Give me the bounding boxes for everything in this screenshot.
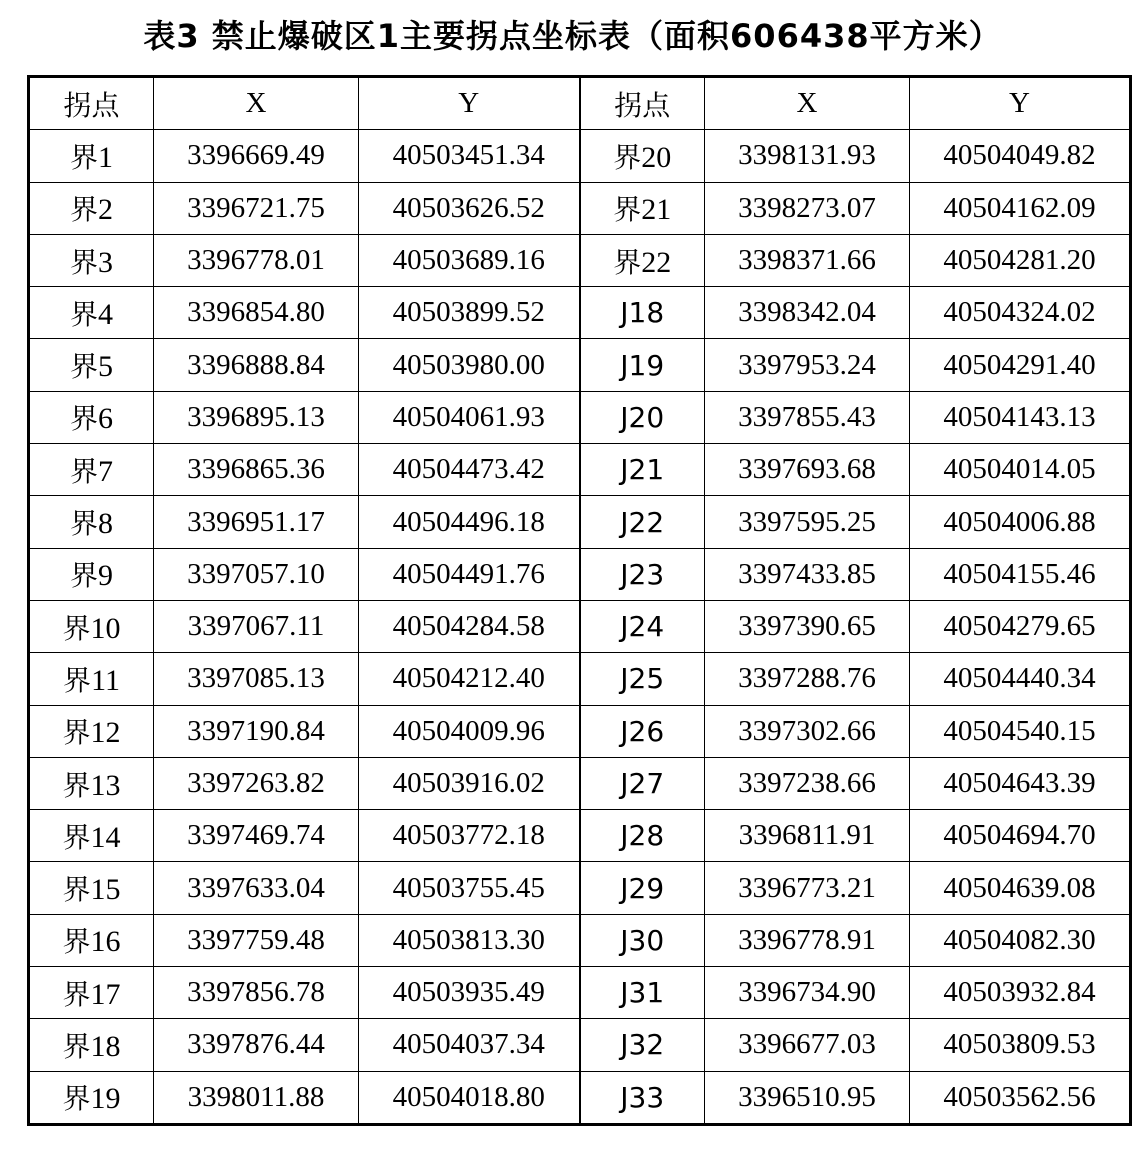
cell-point: 界15 <box>29 862 154 914</box>
table-row <box>29 757 1131 809</box>
cell-y: 40503626.52 <box>359 182 580 234</box>
cell-y: 40504018.80 <box>359 1071 580 1124</box>
cell-point: 界7 <box>29 444 154 496</box>
cell-point: 界17 <box>29 967 154 1019</box>
table-row <box>29 1019 1131 1071</box>
cell-point-right: J30 <box>580 914 705 966</box>
cell-y: 40504496.18 <box>359 496 580 548</box>
cell-y: 40504491.76 <box>359 548 580 600</box>
cell-x: 3396854.80 <box>154 287 359 339</box>
cell-point-right: J32 <box>580 1019 705 1071</box>
cell-x: 3397085.13 <box>154 653 359 705</box>
table-row <box>29 391 1131 443</box>
cell-point-right: J19 <box>580 339 705 391</box>
header-x: X <box>154 77 359 130</box>
cell-point-right: 界21 <box>580 182 705 234</box>
cell-point-right: 界20 <box>580 130 705 182</box>
cell-y: 40504061.93 <box>359 391 580 443</box>
cell-x: 3396721.75 <box>154 182 359 234</box>
cell-point-right: J18 <box>580 287 705 339</box>
cell-y-right: 40504643.39 <box>910 757 1131 809</box>
cell-point-right: J24 <box>580 600 705 652</box>
cell-x: 3397856.78 <box>154 967 359 1019</box>
header-point-right: 拐点 <box>580 77 705 130</box>
cell-y-right: 40503809.53 <box>910 1019 1131 1071</box>
cell-y: 40503935.49 <box>359 967 580 1019</box>
cell-point: 界5 <box>29 339 154 391</box>
cell-point-right: 界22 <box>580 234 705 286</box>
header-y-right: Y <box>910 77 1131 130</box>
cell-x: 3396888.84 <box>154 339 359 391</box>
cell-y-right: 40504049.82 <box>910 130 1131 182</box>
cell-y: 40503772.18 <box>359 810 580 862</box>
cell-y: 40504284.58 <box>359 600 580 652</box>
cell-x-right: 3397693.68 <box>705 444 910 496</box>
table-row <box>29 339 1131 391</box>
table-row <box>29 600 1131 652</box>
cell-point: 界18 <box>29 1019 154 1071</box>
cell-y-right: 40504014.05 <box>910 444 1131 496</box>
cell-x: 3397057.10 <box>154 548 359 600</box>
cell-x: 3397067.11 <box>154 600 359 652</box>
cell-x: 3397469.74 <box>154 810 359 862</box>
table-row <box>29 967 1131 1019</box>
cell-y-right: 40504291.40 <box>910 339 1131 391</box>
cell-x-right: 3397433.85 <box>705 548 910 600</box>
table-row <box>29 496 1131 548</box>
cell-y-right: 40504540.15 <box>910 705 1131 757</box>
cell-x-right: 3396773.21 <box>705 862 910 914</box>
cell-x: 3397633.04 <box>154 862 359 914</box>
cell-x: 3397876.44 <box>154 1019 359 1071</box>
cell-x-right: 3397302.66 <box>705 705 910 757</box>
cell-y-right: 40503932.84 <box>910 967 1131 1019</box>
table-row <box>29 182 1131 234</box>
cell-x-right: 3396734.90 <box>705 967 910 1019</box>
table-row <box>29 234 1131 286</box>
cell-y-right: 40504082.30 <box>910 914 1131 966</box>
table-row <box>29 130 1131 182</box>
cell-x-right: 3398131.93 <box>705 130 910 182</box>
cell-point: 界1 <box>29 130 154 182</box>
cell-x-right: 3396510.95 <box>705 1071 910 1124</box>
cell-point: 界11 <box>29 653 154 705</box>
cell-y: 40503755.45 <box>359 862 580 914</box>
cell-point: 界9 <box>29 548 154 600</box>
cell-y: 40504212.40 <box>359 653 580 705</box>
cell-point-right: J27 <box>580 757 705 809</box>
cell-x-right: 3397595.25 <box>705 496 910 548</box>
table-row <box>29 1071 1131 1124</box>
table-row <box>29 548 1131 600</box>
cell-x-right: 3397288.76 <box>705 653 910 705</box>
coordinate-table <box>27 75 1132 1126</box>
cell-x-right: 3396811.91 <box>705 810 910 862</box>
header-point: 拐点 <box>29 77 154 130</box>
cell-x: 3396951.17 <box>154 496 359 548</box>
cell-point-right: J22 <box>580 496 705 548</box>
cell-x: 3396865.36 <box>154 444 359 496</box>
table-row <box>29 862 1131 914</box>
cell-x-right: 3398273.07 <box>705 182 910 234</box>
cell-y-right: 40504639.08 <box>910 862 1131 914</box>
cell-y: 40504009.96 <box>359 705 580 757</box>
cell-point: 界19 <box>29 1071 154 1124</box>
table-row <box>29 287 1131 339</box>
cell-x-right: 3398342.04 <box>705 287 910 339</box>
cell-y: 40503689.16 <box>359 234 580 286</box>
table-row <box>29 914 1131 966</box>
cell-y-right: 40504155.46 <box>910 548 1131 600</box>
cell-y-right: 40503562.56 <box>910 1071 1131 1124</box>
cell-point: 界16 <box>29 914 154 966</box>
cell-x-right: 3396677.03 <box>705 1019 910 1071</box>
cell-y-right: 40504281.20 <box>910 234 1131 286</box>
cell-x: 3396778.01 <box>154 234 359 286</box>
cell-y: 40503813.30 <box>359 914 580 966</box>
cell-x-right: 3397390.65 <box>705 600 910 652</box>
cell-y-right: 40504143.13 <box>910 391 1131 443</box>
cell-x-right: 3396778.91 <box>705 914 910 966</box>
cell-point: 界14 <box>29 810 154 862</box>
cell-point: 界12 <box>29 705 154 757</box>
table-row <box>29 705 1131 757</box>
cell-y: 40503980.00 <box>359 339 580 391</box>
cell-point-right: J25 <box>580 653 705 705</box>
cell-point-right: J20 <box>580 391 705 443</box>
cell-x: 3396669.49 <box>154 130 359 182</box>
cell-point: 界10 <box>29 600 154 652</box>
cell-x: 3396895.13 <box>154 391 359 443</box>
cell-x-right: 3398371.66 <box>705 234 910 286</box>
cell-y-right: 40504694.70 <box>910 810 1131 862</box>
cell-point: 界3 <box>29 234 154 286</box>
table-row <box>29 810 1131 862</box>
table-row <box>29 444 1131 496</box>
cell-point-right: J33 <box>580 1071 705 1124</box>
cell-x: 3397263.82 <box>154 757 359 809</box>
cell-point: 界2 <box>29 182 154 234</box>
cell-y: 40503451.34 <box>359 130 580 182</box>
cell-y: 40504473.42 <box>359 444 580 496</box>
cell-point-right: J23 <box>580 548 705 600</box>
cell-x-right: 3397238.66 <box>705 757 910 809</box>
cell-x: 3397190.84 <box>154 705 359 757</box>
header-y: Y <box>359 77 580 130</box>
cell-y-right: 40504279.65 <box>910 600 1131 652</box>
cell-y-right: 40504006.88 <box>910 496 1131 548</box>
cell-x-right: 3397953.24 <box>705 339 910 391</box>
cell-y: 40503899.52 <box>359 287 580 339</box>
cell-y-right: 40504162.09 <box>910 182 1131 234</box>
cell-point: 界6 <box>29 391 154 443</box>
cell-y: 40503916.02 <box>359 757 580 809</box>
cell-point-right: J21 <box>580 444 705 496</box>
cell-point-right: J31 <box>580 967 705 1019</box>
header-row <box>29 77 1131 130</box>
cell-point-right: J26 <box>580 705 705 757</box>
header-x-right: X <box>705 77 910 130</box>
cell-y-right: 40504324.02 <box>910 287 1131 339</box>
cell-y: 40504037.34 <box>359 1019 580 1071</box>
table-title: 表3 禁止爆破区1主要拐点坐标表（面积606438平方米） <box>143 17 1002 55</box>
cell-point: 界13 <box>29 757 154 809</box>
cell-point: 界4 <box>29 287 154 339</box>
cell-x: 3397759.48 <box>154 914 359 966</box>
cell-x-right: 3397855.43 <box>705 391 910 443</box>
cell-point: 界8 <box>29 496 154 548</box>
cell-y-right: 40504440.34 <box>910 653 1131 705</box>
cell-x: 3398011.88 <box>154 1071 359 1124</box>
cell-point-right: J28 <box>580 810 705 862</box>
cell-point-right: J29 <box>580 862 705 914</box>
table-row <box>29 653 1131 705</box>
table-body <box>29 130 1131 1125</box>
